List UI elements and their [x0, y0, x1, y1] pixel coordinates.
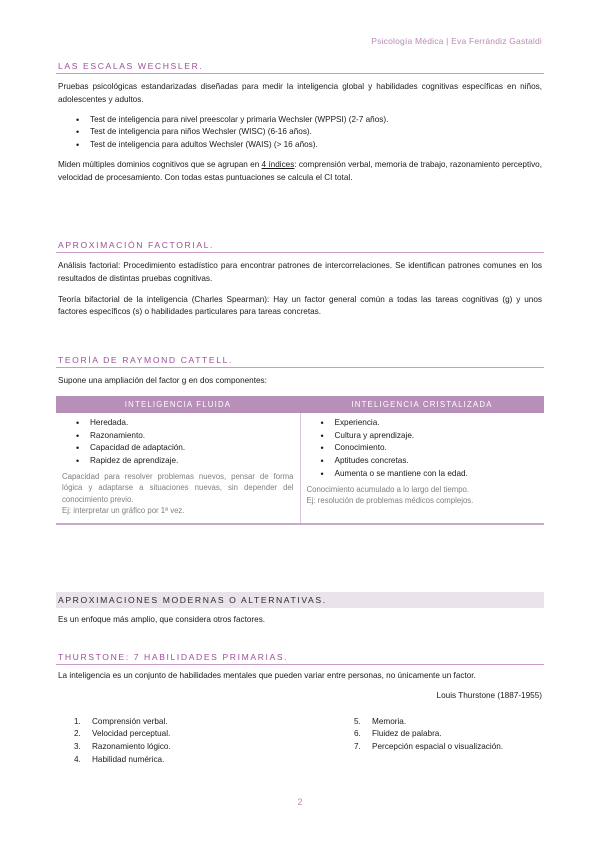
fluid-note: Capacidad para resolver problemas nuevos, pensar de forma lógica y adaptarse a situaciones nuevas, sin depender del conocimiento previo.	[62, 471, 294, 504]
list-item: • Cultura y aprendizaje.	[335, 430, 541, 443]
modern-text: Es un enfoque más amplio, que considera otros factores.	[58, 615, 266, 624]
spearman-theory: Teoría bifactorial de la inteligencia (Charles Spearman): Hay un factor general común a todas las tareas cognitivas (g) y unos factores específicos (s) o habilidades particulares para tareas concretas.	[58, 294, 542, 317]
wechsler-test-list	[56, 114, 544, 152]
section-factorial	[56, 240, 544, 319]
list-item: • Conocimiento.	[335, 442, 541, 455]
list-item: 3. Razonamiento lógico.	[74, 742, 171, 752]
section-title: LAS ESCALAS WECHSLER.	[56, 61, 544, 74]
list-item: • Capacidad de adaptación.	[90, 442, 296, 455]
wechsler-summary: Miden múltiples dominios cognitivos que se agrupan en 4 índices: comprensión verbal, memoria de trabajo, razonamiento perceptivo, velocidad de procesamiento. Con todas estas puntuaciones se calcula el CI total.	[58, 159, 542, 182]
list-item: 7. Percepción espacial o visualización.	[354, 742, 504, 752]
abilities-list	[56, 716, 544, 767]
list-item: • Test de inteligencia para adultos Wechsler (WAIS) (> 16 años).	[90, 139, 544, 152]
section-title: THURSTONE: 7 HABILIDADES PRIMARIAS.	[56, 652, 544, 665]
section-modern	[56, 592, 544, 627]
abilities-col-2	[336, 716, 544, 767]
list-item: 5. Memoria.	[354, 716, 407, 726]
crystal-note: Conocimiento acumulado a lo largo del tiempo.	[306, 484, 470, 494]
list-item: 1. Comprensión verbal.	[74, 716, 168, 726]
list-item: • Heredada.	[90, 417, 296, 430]
list-item: • Experiencia.	[335, 417, 541, 430]
section-thurstone	[56, 652, 544, 767]
list-item: 6. Fluidez de palabra.	[354, 729, 442, 739]
crystal-cell	[300, 413, 544, 524]
fluid-list	[60, 417, 296, 468]
list-item: 2. Velocidad perceptual.	[74, 729, 171, 739]
wechsler-intro: Pruebas psicológicas estandarizadas diseñadas para medir la inteligencia global y habilidades cognitivas específicas en niños, adolescentes y adultos.	[58, 82, 542, 104]
list-item: • Test de inteligencia para nivel preescolar y primaria Wechsler (WPPSI) (2-7 años).	[90, 114, 544, 127]
list-item: • Aptitudes concretas.	[335, 455, 541, 468]
section-wechsler	[56, 61, 544, 185]
section-title: TEORÍA DE RAYMOND CATTELL.	[56, 355, 544, 368]
fluid-cell	[56, 413, 300, 524]
list-item: • Aumenta o se mantiene con la edad.	[335, 468, 541, 481]
fluid-header: INTELIGENCIA FLUIDA	[56, 396, 300, 413]
thurstone-attribution: Louis Thurstone (1887-1955)	[436, 690, 542, 700]
crystal-list	[305, 417, 541, 481]
cattell-intro: Supone una ampliación del factor g en dos componentes:	[58, 376, 267, 385]
list-item: • Test de inteligencia para niños Wechsler (WISC) (6-16 años).	[90, 126, 544, 139]
crystal-header: INTELIGENCIA CRISTALIZADA	[300, 396, 544, 413]
page-number: 2	[297, 797, 303, 807]
underlined-term: 4 índices	[261, 159, 295, 169]
section-title: APROXIMACIÓN FACTORIAL.	[56, 240, 544, 253]
abilities-col-1	[56, 716, 336, 767]
list-item: • Razonamiento.	[90, 430, 296, 443]
fluid-example: Ej: interpretar un gráfico por 1ª vez.	[62, 506, 185, 516]
thurstone-text: La inteligencia es un conjunto de habilidades mentales que pueden variar entre personas, no únicamente un factor.	[58, 671, 476, 680]
list-item: • Rapidez de aprendizaje.	[90, 455, 296, 468]
section-cattell	[56, 355, 544, 525]
factorial-analysis: Análisis factorial: Procedimiento estadístico para encontrar patrones de intercorrelaciones. Se identifican patrones comunes en los resultados de distintas pruebas cognitivas.	[58, 261, 542, 283]
list-item: 4. Habilidad numérica.	[74, 754, 165, 764]
running-header: Psicología Médica | Eva Ferrándiz Gastaldi	[371, 36, 542, 46]
intelligence-comparison-table	[56, 396, 544, 525]
crystal-example: Ej: resolución de problemas médicos complejos.	[306, 496, 474, 506]
section-title: APROXIMACIONES MODERNAS O ALTERNATIVAS.	[56, 592, 544, 608]
